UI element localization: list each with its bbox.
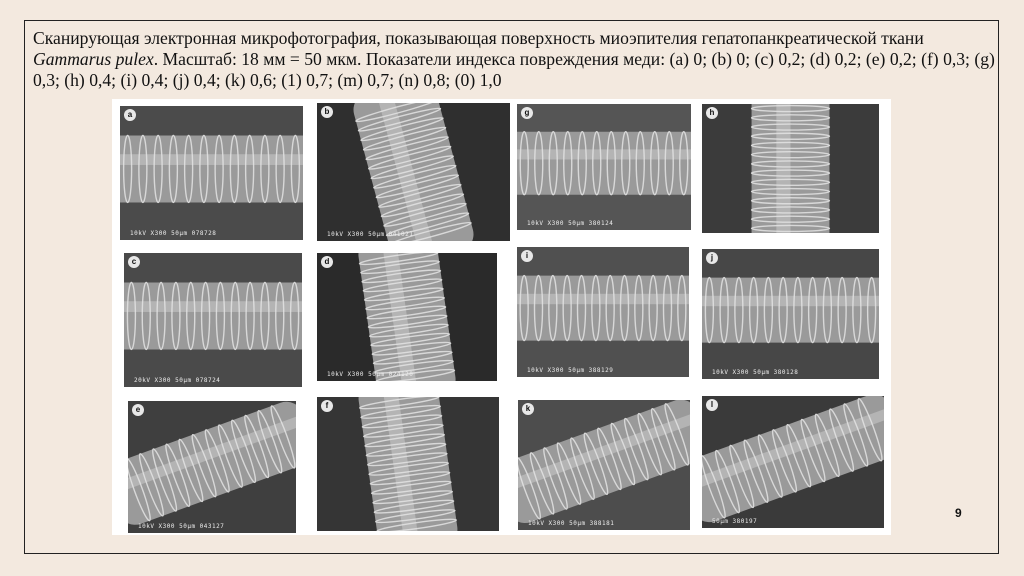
micrograph-plate	[112, 99, 891, 535]
panel-letter: g	[521, 107, 533, 119]
scale-bar-label: 10kV X300 50µm 043127	[138, 523, 225, 530]
figure-caption	[33, 28, 995, 91]
scale-bar-label: 10kV X300 50µm 388181	[528, 520, 615, 527]
micrograph-panel-c	[124, 253, 302, 387]
micrograph-panel-h	[702, 104, 879, 233]
micrograph-image	[124, 253, 302, 387]
micrograph-image	[518, 400, 690, 530]
micrograph-panel-l	[702, 396, 884, 528]
scale-bar-label: 10kV X300 50µm 388129	[527, 367, 614, 374]
caption-species: Gammarus pulex	[33, 49, 154, 69]
micrograph-image	[128, 401, 296, 533]
micrograph-panel-i	[517, 247, 689, 377]
scale-bar-label: 10kV X300 50µm 380128	[712, 369, 799, 376]
panel-letter: h	[706, 107, 718, 119]
panel-letter: j	[706, 252, 718, 264]
micrograph-image	[702, 104, 879, 233]
micrograph-image	[702, 249, 879, 379]
panel-letter: a	[124, 109, 136, 121]
caption-text-start: Сканирующая электронная микрофотография, показывающая поверхность миоэпителия гепатопанкреатической ткани	[33, 28, 924, 48]
micrograph-image	[317, 103, 510, 241]
micrograph-panel-j	[702, 249, 879, 379]
caption-text-end: . Масштаб: 18 мм = 50 мкм. Показатели индекса повреждения меди: (a) 0; (b) 0; (c) 0,2; (d) 0,2; (e) 0,2; (f) 0,3; (g) 0,3; (h) 0,4; (i) 0,4; (j) 0,4; (k) 0,6; (1) 0,7; (m) 0,7; (n) 0,8; (0) 1,0	[33, 49, 995, 90]
micrograph-image	[517, 247, 689, 377]
panel-letter: l	[706, 399, 718, 411]
micrograph-panel-a	[120, 106, 303, 240]
micrograph-panel-f	[317, 397, 499, 531]
scale-bar-label: 20kV X300 50µm 078724	[134, 377, 221, 384]
scale-bar-label: 10kV X300 50µm 041021	[327, 231, 414, 238]
micrograph-panel-b	[317, 103, 510, 241]
micrograph-image	[517, 104, 691, 230]
panel-letter: c	[128, 256, 140, 268]
micrograph-panel-k	[518, 400, 690, 530]
panel-letter: d	[321, 256, 333, 268]
micrograph-image	[317, 253, 497, 381]
panel-letter: b	[321, 106, 333, 118]
panel-letter: f	[321, 400, 333, 412]
page-number: 9	[955, 506, 962, 520]
micrograph-panel-d	[317, 253, 497, 381]
micrograph-image	[702, 396, 884, 528]
scale-bar-label: 10kV X300 50µm 024120	[327, 371, 414, 378]
micrograph-image	[317, 397, 499, 531]
scale-bar-label: 50µm 380197	[712, 518, 758, 525]
panel-letter: k	[522, 403, 534, 415]
scale-bar-label: 10kV X300 50µm 380124	[527, 220, 614, 227]
scale-bar-label: 10kV X300 50µm 078728	[130, 230, 217, 237]
micrograph-panel-g	[517, 104, 691, 230]
micrograph-panel-e	[128, 401, 296, 533]
micrograph-image	[120, 106, 303, 240]
panel-letter: e	[132, 404, 144, 416]
panel-letter: i	[521, 250, 533, 262]
